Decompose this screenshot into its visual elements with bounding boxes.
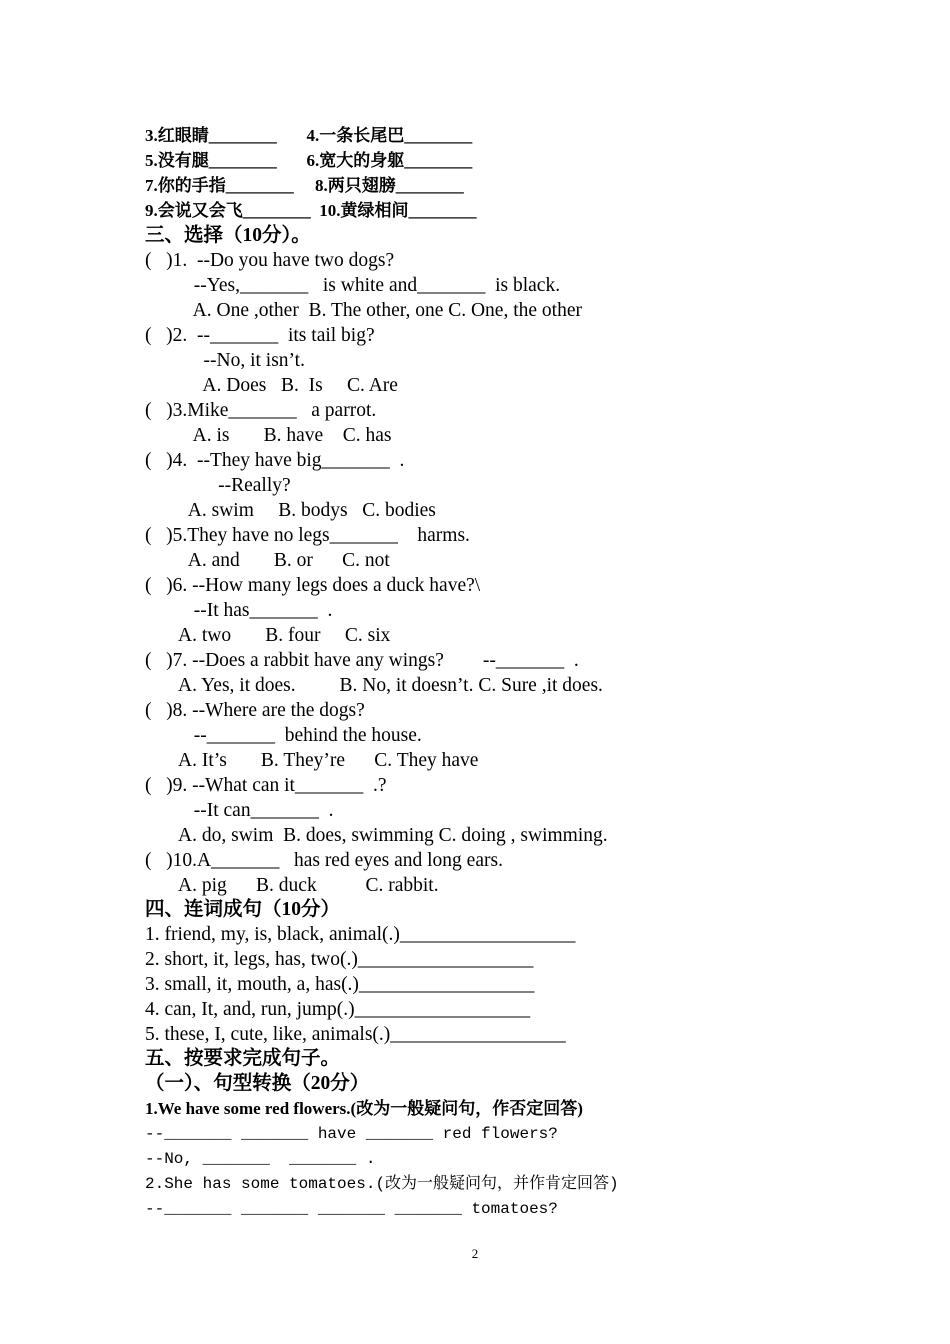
question-line: ( )9. --What can it_______ .?: [145, 775, 387, 796]
sentence-line: 5. these, I, cute, like, animals(.)__________________: [145, 1024, 566, 1045]
question-line: ( )3.Mike_______ a parrot.: [145, 400, 377, 421]
vocab-line: 3.红眼睛________ 4.一条长尾巴________: [145, 126, 473, 145]
question-line: ( )4. --They have big_______ .: [145, 450, 405, 471]
vocab-line: 9.会说又会飞________ 10.黄绿相间________: [145, 201, 477, 220]
sentence-line: 1. friend, my, is, black, animal(.)__________________: [145, 924, 576, 945]
question-line: A. and B. or C. not: [145, 550, 390, 571]
question-line: --_______ behind the house.: [145, 725, 422, 746]
answer-line: --_______ _______ have _______ red flowers?: [145, 1125, 558, 1143]
answer-line: --No, _______ _______ .: [145, 1150, 376, 1168]
sentence-line: 3. small, it, mouth, a, has(.)__________________: [145, 974, 535, 995]
section-3-title: 三、选择（10分）。: [145, 225, 311, 246]
answer-line: --_______ _______ _______ _______ tomatoes?: [145, 1200, 558, 1218]
question-line: ( )5.They have no legs_______ harms.: [145, 525, 470, 546]
question-line: A. Does B. Is C. Are: [145, 375, 398, 396]
question-line: A. It’s B. They’re C. They have: [145, 750, 479, 771]
question-line: ( )2. --_______ its tail big?: [145, 325, 375, 346]
section-5-subtitle: （一）、句型转换（20分）: [145, 1073, 370, 1094]
question-line: A. two B. four C. six: [145, 625, 391, 646]
page-number: 2: [471, 1246, 479, 1261]
transform-question: 1.We have some red flowers.(改为一般疑问句，作否定回答): [145, 1099, 583, 1118]
section-4-title: 四、连词成句（10分）: [145, 899, 341, 920]
question-line: --It has_______ .: [145, 600, 333, 621]
question-line: ( )10.A_______ has red eyes and long ears.: [145, 850, 503, 871]
question-line: --Really?: [145, 475, 291, 496]
question-line: ( )8. --Where are the dogs?: [145, 700, 365, 721]
vocab-line: 7.你的手指________ 8.两只翅膀________: [145, 176, 464, 195]
sentence-line: 2. short, it, legs, has, two(.)__________________: [145, 949, 534, 970]
question-line: --It can_______ .: [145, 800, 334, 821]
question-line: --No, it isn’t.: [145, 350, 305, 371]
transform-question: 2.She has some tomatoes.(改为一般疑问句，并作肯定回答): [145, 1175, 619, 1193]
section-5-title: 五、按要求完成句子。: [145, 1048, 341, 1069]
question-line: A. do, swim B. does, swimming C. doing , swimming.: [145, 825, 608, 846]
question-line: ( )7. --Does a rabbit have any wings? --_______ .: [145, 650, 579, 671]
question-line: A. swim B. bodys C. bodies: [145, 500, 436, 521]
question-line: --Yes,_______ is white and_______ is black.: [145, 275, 561, 296]
question-line: A. is B. have C. has: [145, 425, 392, 446]
question-line: A. pig B. duck C. rabbit.: [145, 875, 439, 896]
question-line: ( )1. --Do you have two dogs?: [145, 250, 395, 271]
sentence-line: 4. can, It, and, run, jump(.)__________________: [145, 999, 531, 1020]
vocab-line: 5.没有腿________ 6.宽大的身躯________: [145, 151, 473, 170]
question-line: A. One ,other B. The other, one C. One, the other: [145, 300, 582, 321]
question-line: ( )6. --How many legs does a duck have?\: [145, 575, 481, 596]
question-line: A. Yes, it does. B. No, it doesn’t. C. Sure ,it does.: [145, 675, 603, 696]
